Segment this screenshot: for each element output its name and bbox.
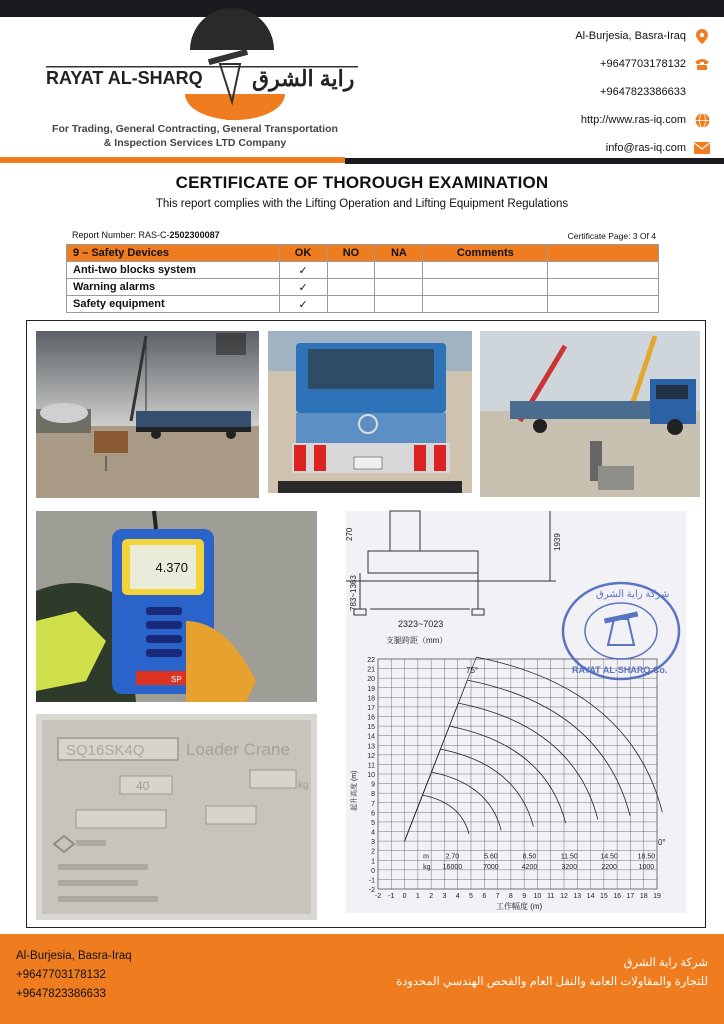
row-na <box>375 279 423 296</box>
x-tick-label: 11 <box>547 893 555 900</box>
col-header-extra <box>548 245 659 262</box>
photo-load-chart <box>346 511 686 913</box>
plate-model: SQ16SK4Q <box>66 742 145 759</box>
contact-address <box>500 22 710 50</box>
table-header-row <box>67 245 659 262</box>
y-tick-label: 6 <box>371 810 375 818</box>
y-tick-label: 16 <box>367 714 375 722</box>
row-ok-check: ✓ <box>279 262 327 279</box>
contact-phone-2 <box>500 78 710 106</box>
row-comments <box>423 262 548 279</box>
x-tick-label: -2 <box>374 893 382 900</box>
row-comments <box>423 279 548 296</box>
plate-capacity: 40 <box>136 779 150 793</box>
y-axis-label: 起升高度 (m) <box>351 770 358 811</box>
footer-contacts <box>16 947 132 1004</box>
row-extra <box>548 262 659 279</box>
table-row <box>67 296 659 313</box>
photo-truck-front <box>268 331 472 493</box>
tagline-line-2: & Inspection Services LTD Company <box>103 137 287 149</box>
x-tick-label: 19 <box>653 893 661 900</box>
photo-load-meter <box>36 511 317 702</box>
report-number <box>72 230 220 240</box>
row-no <box>327 262 375 279</box>
header-contacts <box>500 22 710 162</box>
x-tick-label: 3 <box>442 893 447 900</box>
location-pin-icon <box>694 28 710 44</box>
row-extra <box>548 279 659 296</box>
row-no <box>327 279 375 296</box>
contact-email-text: info@ras-iq.com <box>605 142 686 154</box>
x-tick-label: 1 <box>415 893 420 900</box>
row-no <box>327 296 375 313</box>
x-tick-label: 2 <box>429 893 434 900</box>
y-tick-label: 20 <box>367 676 375 684</box>
x-tick-label: 17 <box>626 893 635 900</box>
header-stripe-orange <box>0 157 345 163</box>
radius-value: 18.50 <box>637 853 656 861</box>
radius-value: 8.50 <box>522 853 537 861</box>
globe-icon <box>694 112 710 128</box>
row-name: Warning alarms <box>67 279 280 296</box>
safety-devices-table <box>66 244 659 313</box>
report-number-label: Report Number: RAS-C- <box>72 230 170 240</box>
x-tick-label: 6 <box>482 893 487 900</box>
contact-phone-1 <box>500 50 710 78</box>
x-tick-label: 18 <box>639 893 648 900</box>
col-header-no: NO <box>327 245 375 262</box>
radius-value: 11.50 <box>560 853 578 861</box>
y-tick-label: 9 <box>371 781 375 789</box>
footer-address: Al-Burjesia, Basra-Iraq <box>16 950 132 962</box>
y-tick-label: 3 <box>371 839 375 847</box>
contact-website-text: http://www.ras-iq.com <box>580 114 686 126</box>
row-comments <box>423 296 548 313</box>
x-tick-label: 14 <box>586 893 595 900</box>
x-axis-label: 工作幅度 (m) <box>496 902 543 911</box>
y-tick-label: 11 <box>367 762 375 770</box>
top-bar <box>0 0 724 17</box>
angle-top: 75° <box>466 666 479 675</box>
y-tick-label: 21 <box>367 666 375 674</box>
dim-bottom: 2323~7023 <box>398 619 444 629</box>
document-title: CERTIFICATE OF THOROUGH EXAMINATION <box>175 173 549 192</box>
company-tagline <box>40 122 350 150</box>
table-row <box>67 279 659 296</box>
angle-bottom: 0° <box>658 838 666 847</box>
dim-left: 783~1363 <box>349 575 358 611</box>
y-tick-label: 13 <box>367 743 375 751</box>
row-ok-check: ✓ <box>279 279 327 296</box>
x-tick-label: 15 <box>599 893 608 900</box>
load-value: 7000 <box>483 863 499 871</box>
x-tick-label: 0 <box>402 893 407 900</box>
footer-arabic-description: للتجارة والمقاولات العامة والنقل العام والفحص الهندسي المحدودة <box>396 976 708 988</box>
contact-phone-2-text: +9647823386633 <box>600 86 686 98</box>
col-header-section: 9 – Safety Devices <box>67 245 280 262</box>
certificate-page-number: Certificate Page: 3 Of 4 <box>567 231 656 241</box>
radius-value: 5.60 <box>484 853 498 861</box>
phone-icon <box>694 56 710 72</box>
x-tick-label: 5 <box>469 893 473 900</box>
contact-phone-2-spacer <box>694 84 710 100</box>
col-header-na: NA <box>375 245 423 262</box>
load-value: 3200 <box>561 863 578 871</box>
radius-row-label: m <box>423 853 430 861</box>
y-tick-label: 14 <box>367 733 375 741</box>
mail-icon <box>694 140 710 156</box>
contact-address-text: Al-Burjesia, Basra-Iraq <box>575 30 686 42</box>
inspection-photos-panel <box>26 320 706 928</box>
y-tick-label: 17 <box>367 704 375 712</box>
photo-load-test <box>36 331 259 498</box>
row-na <box>375 262 423 279</box>
y-tick-label: 19 <box>367 685 375 693</box>
y-tick-label: 15 <box>367 724 375 732</box>
x-tick-label: -1 <box>388 893 395 900</box>
stamp-english: RAYAT AL-SHARQ Co. <box>572 665 668 675</box>
tagline-line-1: For Trading, General Contracting, General Transportation <box>52 123 338 135</box>
plate-unit: kg <box>298 780 309 791</box>
stamp-arabic: شركة راية الشرق <box>596 589 670 600</box>
footer-arabic-name: شركة راية الشرق <box>623 957 708 969</box>
x-tick-label: 4 <box>455 893 460 900</box>
x-tick-label: 13 <box>573 893 582 900</box>
load-value: 4200 <box>521 863 538 871</box>
row-ok-check: ✓ <box>279 296 327 313</box>
x-tick-label: 16 <box>613 893 622 900</box>
col-header-comments: Comments <box>423 245 548 262</box>
y-tick-label: 8 <box>371 791 375 799</box>
x-tick-label: 12 <box>560 893 568 900</box>
dim-top: 270 <box>345 527 354 541</box>
y-tick-label: 4 <box>371 829 375 837</box>
meter-reading: 4.370 <box>155 560 188 575</box>
footer-arabic-company <box>396 954 708 992</box>
footer-phone-2: +9647823386633 <box>16 988 106 1000</box>
col-header-ok: OK <box>279 245 327 262</box>
document-subtitle: This report complies with the Lifting Operation and Lifting Equipment Regulations <box>155 198 569 210</box>
y-tick-label: 12 <box>367 752 375 760</box>
y-tick-label: 22 <box>367 657 375 664</box>
radius-value: 14.50 <box>600 853 618 861</box>
header-stripe-dark <box>345 158 724 164</box>
x-tick-label: 8 <box>508 893 513 900</box>
y-tick-label: -2 <box>368 887 375 894</box>
photo-id-plate <box>36 714 317 920</box>
contact-website <box>500 106 710 134</box>
load-value: 1000 <box>638 863 655 871</box>
y-tick-label: 18 <box>367 695 375 703</box>
y-tick-label: 7 <box>371 800 375 808</box>
photo-crane-side <box>480 331 700 497</box>
dim-right: 1939 <box>553 533 562 551</box>
logo-english-text: RAYAT AL-SHARQ <box>46 68 203 88</box>
x-tick-label: 7 <box>495 893 500 900</box>
x-tick-label: 9 <box>522 893 527 900</box>
footer-phone-1: +9647703178132 <box>16 969 106 981</box>
y-tick-label: 0 <box>371 867 375 875</box>
table-row <box>67 262 659 279</box>
row-name: Anti-two blocks system <box>67 262 280 279</box>
meter-brand: SP <box>171 675 182 684</box>
load-value: 2200 <box>601 863 617 871</box>
row-name: Safety equipment <box>67 296 280 313</box>
y-tick-label: 10 <box>367 772 375 779</box>
report-number-value: 2502300087 <box>169 230 220 240</box>
y-tick-label: -1 <box>368 877 375 885</box>
x-tick-label: 10 <box>533 893 542 900</box>
y-tick-label: 1 <box>371 858 375 866</box>
contact-phone-1-text: +9647703178132 <box>600 58 686 70</box>
row-na <box>375 296 423 313</box>
radius-value: 2.70 <box>445 853 460 861</box>
load-value: 16000 <box>442 863 463 871</box>
y-tick-label: 2 <box>371 848 375 856</box>
logo-arabic-text: راية الشرق <box>252 66 355 91</box>
plate-type: Loader Crane <box>186 740 290 759</box>
y-tick-label: 5 <box>371 819 375 827</box>
load-row-label: kg <box>423 863 431 871</box>
outrigger-label: 支腿跨距（mm） <box>386 636 448 645</box>
row-extra <box>548 296 659 313</box>
page-footer <box>0 934 724 1024</box>
